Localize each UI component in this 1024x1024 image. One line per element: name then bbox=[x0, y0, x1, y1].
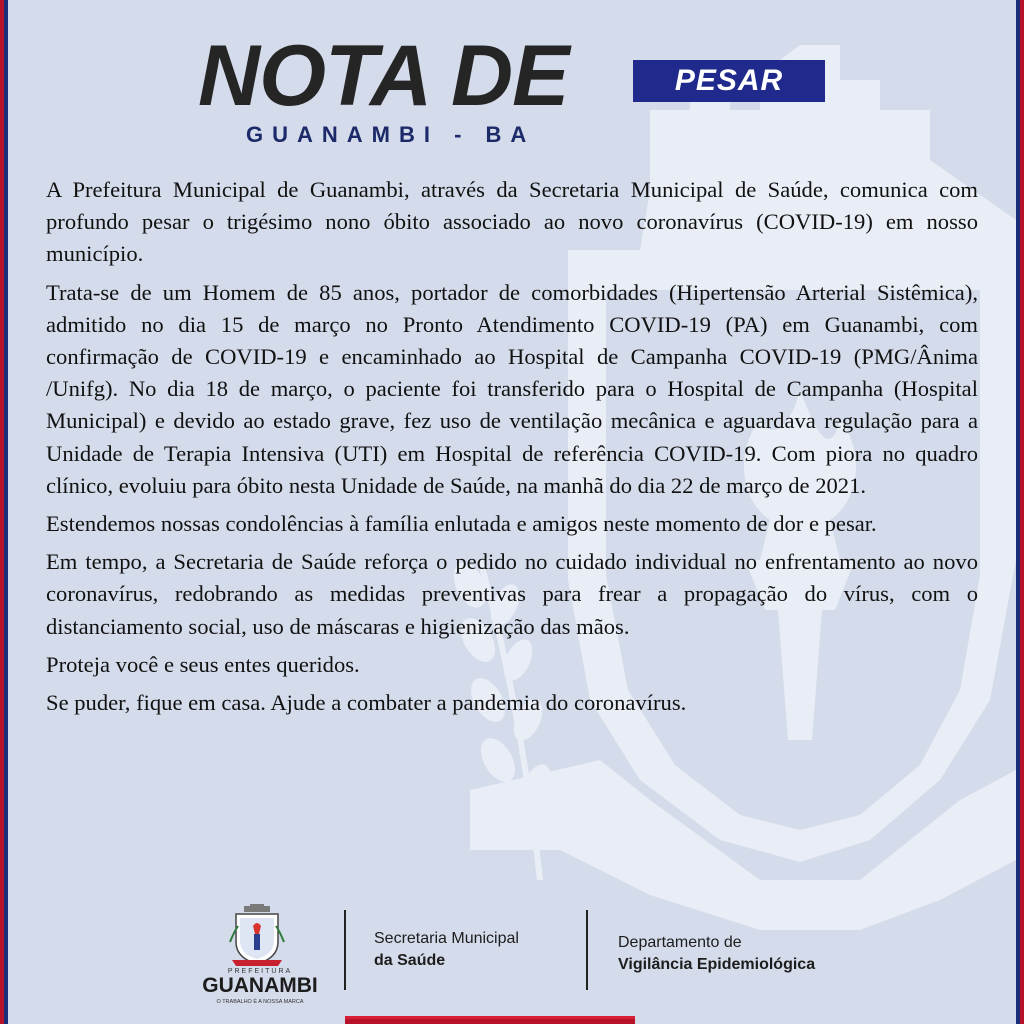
logo-tagline: O TRABALHO É A NOSSA MARCA bbox=[216, 999, 304, 1005]
secretaria-line-1: Secretaria Municipal bbox=[374, 930, 519, 947]
footer-divider bbox=[586, 910, 588, 990]
logo-name-guanambi: GUANAMBI bbox=[202, 974, 318, 997]
bottom-accent-strip bbox=[345, 1016, 635, 1024]
secretaria-line-2: da Saúde bbox=[374, 952, 446, 969]
footer-divider bbox=[344, 910, 346, 990]
title-nota-de: NOTA DE bbox=[198, 28, 569, 124]
paragraph-condolences: Estendemos nossas condolências à família enlutada e amigos neste momento de dor e pesar. bbox=[46, 511, 877, 537]
paragraph-protect: Proteja você e seus entes queridos. bbox=[46, 651, 360, 677]
announcement-body bbox=[46, 174, 978, 719]
departamento-vigilancia-label bbox=[618, 932, 815, 976]
title-pesar-badge: PESAR bbox=[633, 60, 825, 102]
paragraph-stay-home: Se puder, fique em casa. Ajude a combater a pandemia do coronavírus. bbox=[46, 690, 687, 716]
municipal-coat-of-arms-icon bbox=[226, 902, 288, 968]
prefeitura-logo bbox=[200, 902, 320, 1012]
departamento-line-2: Vigilância Epidemiológica bbox=[618, 956, 816, 973]
logo-caption-prefeitura: PREFEITURA bbox=[227, 968, 293, 975]
departamento-line-1: Departamento de bbox=[618, 934, 742, 951]
subtitle-location: GUANAMBI - BA bbox=[246, 122, 536, 147]
secretaria-saude-label bbox=[374, 928, 519, 972]
paragraph-case-details: Trata-se de um Homem de 85 anos, portador de comorbidades (Hipertensão Arterial Sistêmica), admitido no dia 15 de março no Pronto Atendimento COVID-19 (PA) em Guanambi, com confirmação de COVID-19 e encaminhado ao Hospital de Campanha COVID-19 (PMG/Ânima /Unifg). No dia 18 de março, o paciente foi transferido para o Hospital de Campanha (Hospital Municipal) e devido ao estado grave, fez uso de ventilação mecânica e aguardava regulação para a Unidade de Terapia Intensiva (UTI) em Hospital de referência COVID-19. Com piora no quadro clínico, evoluiu para óbito nesta Unidade de Saúde, na manhã do dia 22 de março de 2021. bbox=[46, 279, 978, 498]
paragraph-prevention: Em tempo, a Secretaria de Saúde reforça o pedido no cuidado individual no enfrentamento ao novo coronavírus, redobrando as medidas preventivas para frear a propagação do vírus, com o distanciamento social, uso de máscaras e higienização das mãos. bbox=[46, 549, 978, 639]
paragraph-intro: A Prefeitura Municipal de Guanambi, através da Secretaria Municipal de Saúde, comunica com profundo pesar o trigésimo nono óbito associado ao novo coronavírus (COVID-19) em nosso município. bbox=[46, 177, 978, 267]
